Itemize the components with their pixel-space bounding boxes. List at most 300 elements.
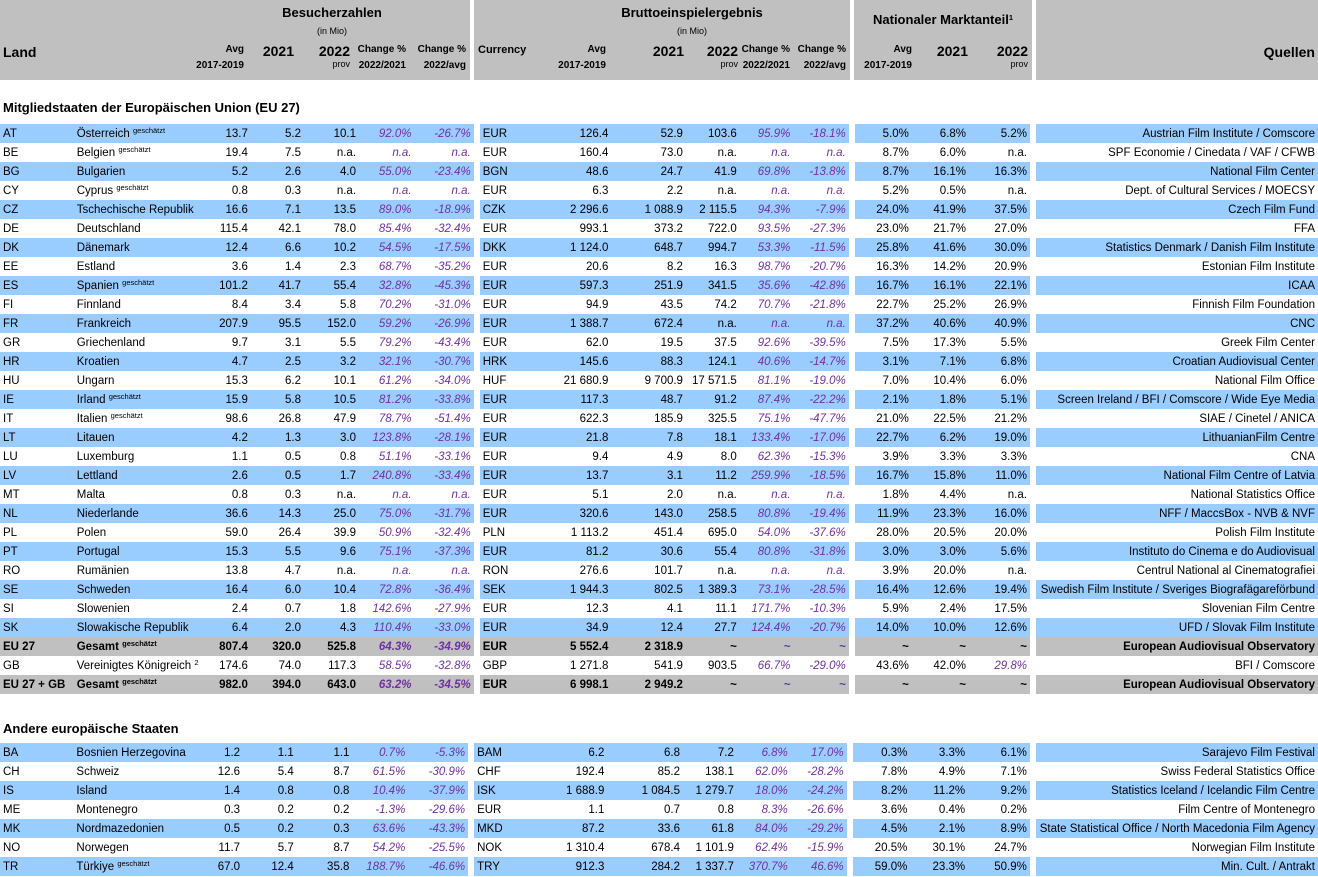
cell-s-22: 7.1% — [968, 762, 1030, 781]
cell-g-22: 74.2 — [686, 295, 740, 314]
note-marker: geschätzt — [118, 144, 151, 154]
cell-s-avg: 11.9% — [855, 504, 912, 523]
cell-v-21: 5.2 — [251, 124, 304, 143]
cell-v-c1: n.a. — [359, 143, 415, 162]
cell-v-avg: 5.2 — [202, 162, 251, 181]
cell-g-c2: -29.0% — [793, 656, 848, 675]
cell-v-21: 2.5 — [251, 352, 304, 371]
country-name: Polen — [76, 526, 107, 539]
cell-cur: EUR — [480, 466, 541, 485]
cell-cur: TRY — [474, 857, 536, 876]
cell-g-21: 2.2 — [611, 181, 686, 200]
cell-src: Sarajevo Film Festival — [1036, 743, 1318, 762]
cell-name — [74, 580, 202, 599]
table-row-gr — [0, 333, 1318, 352]
cell-v-c1: 72.8% — [359, 580, 415, 599]
cell-s-21: 40.6% — [912, 314, 969, 333]
table-row-pt — [0, 542, 1318, 561]
cell-v-22: 55.4 — [304, 276, 359, 295]
note-marker: geschätzt — [117, 858, 150, 868]
cell-g-c1: 75.1% — [740, 409, 794, 428]
cell-g-c1: 92.6% — [740, 333, 794, 352]
cell-v-c1: 75.0% — [359, 504, 415, 523]
cell-v-c2: -33.4% — [415, 466, 474, 485]
table-row-de — [0, 219, 1318, 238]
cell-g-c1: 80.8% — [740, 504, 794, 523]
cell-s-21: 11.2% — [910, 781, 968, 800]
table-row-it — [0, 409, 1318, 428]
visitors-2022-label: 2022 — [318, 43, 350, 59]
cell-s-21: 23.3% — [910, 857, 968, 876]
table-row-be — [0, 143, 1318, 162]
table-row-pl — [0, 523, 1318, 542]
country-name: Tschechische Republik — [76, 203, 194, 216]
cell-v-c2: -36.4% — [415, 580, 474, 599]
cell-v-avg: 807.4 — [202, 637, 251, 656]
gross-title: Bruttoeinspielergebnis — [621, 5, 763, 20]
table-row-nl — [0, 504, 1318, 523]
cell-code: GB — [0, 656, 74, 675]
cell-s-avg: 43.6% — [855, 656, 912, 675]
cell-g-avg: 48.6 — [540, 162, 611, 181]
cell-v-21: 1.3 — [251, 428, 304, 447]
cell-v-22: 2.3 — [304, 257, 359, 276]
cell-g-c1: 95.9% — [740, 124, 794, 143]
country-name: Island — [76, 784, 108, 797]
cell-v-22: 8.7 — [297, 838, 353, 857]
cell-v-21: 2.6 — [251, 162, 304, 181]
gross-2022-header — [688, 43, 738, 69]
cell-s-22: 17.5% — [969, 599, 1030, 618]
country-name: Slowenien — [76, 602, 130, 615]
eu-table-body — [0, 124, 1318, 694]
cell-v-21: 26.4 — [251, 523, 304, 542]
cell-g-22: 41.9 — [686, 162, 740, 181]
cell-g-22: 11.2 — [686, 466, 740, 485]
visitors-avg-label: Avg — [225, 44, 244, 55]
cell-code: SI — [0, 599, 74, 618]
cell-g-c1: 62.4% — [737, 838, 791, 857]
cell-g-c2: -15.3% — [793, 447, 848, 466]
cell-code: EU 27 — [0, 637, 74, 656]
cell-v-21: 320.0 — [251, 637, 304, 656]
cell-g-22: 27.7 — [686, 618, 740, 637]
cell-g-c2: -22.2% — [793, 390, 848, 409]
cell-g-c2: -31.8% — [793, 542, 848, 561]
country-name: Slowakische Republik — [76, 621, 189, 634]
cell-name — [74, 447, 202, 466]
cell-s-21: 4.4% — [912, 485, 969, 504]
cell-v-avg: 0.3 — [193, 800, 243, 819]
table-row-mt — [0, 485, 1318, 504]
cell-g-21: 73.0 — [611, 143, 686, 162]
cell-s-21: 7.1% — [912, 352, 969, 371]
cell-code: LT — [0, 428, 74, 447]
table-row-at — [0, 124, 1318, 143]
cell-s-22: 6.1% — [968, 743, 1030, 762]
table-row-me — [0, 800, 1318, 819]
cell-cur: EUR — [480, 219, 541, 238]
cell-src: FFA — [1036, 219, 1318, 238]
cell-code: ES — [0, 276, 74, 295]
cell-g-21: 185.9 — [611, 409, 686, 428]
cell-v-22: 10.2 — [304, 238, 359, 257]
cell-g-avg: 81.2 — [540, 542, 611, 561]
cell-g-avg: 6.3 — [540, 181, 611, 200]
cell-s-22: n.a. — [969, 181, 1030, 200]
cell-s-avg: ~ — [855, 675, 912, 694]
country-name: Irland — [76, 393, 106, 406]
cell-g-c1: 124.4% — [740, 618, 794, 637]
cell-v-22: 525.8 — [304, 637, 359, 656]
visitors-2022-header — [298, 43, 350, 69]
cell-v-22: 39.9 — [304, 523, 359, 542]
cell-s-22: 5.5% — [969, 333, 1030, 352]
cell-g-c2: -28.2% — [791, 762, 847, 781]
cell-s-21: 4.9% — [910, 762, 968, 781]
cell-s-22: 16.3% — [969, 162, 1030, 181]
cell-g-c1: 6.8% — [737, 743, 791, 762]
cell-s-21: ~ — [912, 675, 969, 694]
table-row-se — [0, 580, 1318, 599]
cell-v-21: 42.1 — [251, 219, 304, 238]
cell-cur: EUR — [480, 447, 541, 466]
country-name: Portugal — [76, 545, 120, 558]
cell-g-22: ~ — [686, 675, 740, 694]
cell-s-avg: 37.2% — [855, 314, 912, 333]
cell-v-c2: -30.9% — [408, 762, 468, 781]
cell-g-avg: 192.4 — [536, 762, 608, 781]
visitors-2021-header: 2021 — [262, 43, 294, 59]
gross-2022-label: 2022 — [706, 43, 738, 59]
cell-s-22: 3.3% — [969, 447, 1030, 466]
cell-g-c1: 81.1% — [740, 371, 794, 390]
cell-v-c1: 63.6% — [352, 819, 408, 838]
cell-v-c2: -26.9% — [415, 314, 474, 333]
cell-v-21: 6.2 — [251, 371, 304, 390]
cell-v-c2: -23.4% — [415, 162, 474, 181]
cell-name — [74, 162, 202, 181]
cell-src: NFF / MaccsBox - NVB & NVF — [1036, 504, 1318, 523]
cell-v-22: 5.5 — [304, 333, 359, 352]
cell-v-c1: 0.7% — [352, 743, 408, 762]
cell-g-22: 258.5 — [686, 504, 740, 523]
cell-g-avg: 20.6 — [540, 257, 611, 276]
cell-v-c1: 70.2% — [359, 295, 415, 314]
cell-v-avg: 12.6 — [193, 762, 243, 781]
cell-s-22: 30.0% — [969, 238, 1030, 257]
cell-cur: EUR — [480, 333, 541, 352]
cell-v-avg: 9.7 — [202, 333, 251, 352]
cell-g-22: 91.2 — [686, 390, 740, 409]
cell-s-avg: 2.1% — [855, 390, 912, 409]
cell-v-c2: -17.5% — [415, 238, 474, 257]
note-marker: geschätzt — [132, 125, 166, 135]
cell-v-avg: 98.6 — [202, 409, 251, 428]
country-name: Österreich — [76, 127, 130, 140]
cell-code: FI — [0, 295, 74, 314]
eu-table — [0, 124, 1318, 694]
cell-g-21: 30.6 — [611, 542, 686, 561]
table-row-lt — [0, 428, 1318, 447]
cell-s-21: 42.0% — [912, 656, 969, 675]
cell-s-21: 6.8% — [912, 124, 969, 143]
country-name: Nordmazedonien — [76, 822, 164, 835]
table-row-fr — [0, 314, 1318, 333]
cell-cur: ISK — [474, 781, 536, 800]
cell-s-22: ~ — [969, 675, 1030, 694]
country-name: Griechenland — [76, 336, 146, 349]
cell-g-avg: 1 271.8 — [540, 656, 611, 675]
cell-name — [74, 333, 202, 352]
cell-g-22: 325.5 — [686, 409, 740, 428]
cell-src: Croatian Audiovisual Center — [1036, 352, 1318, 371]
cell-v-c1: 50.9% — [359, 523, 415, 542]
table-row-sk — [0, 618, 1318, 637]
cell-cur: CHF — [474, 762, 536, 781]
cell-g-c1: 93.5% — [740, 219, 794, 238]
cell-g-c1: 18.0% — [737, 781, 791, 800]
cell-v-21: 1.1 — [243, 743, 297, 762]
cell-g-avg: 1 124.0 — [540, 238, 611, 257]
cell-cur: GBP — [480, 656, 541, 675]
cell-g-21: 541.9 — [611, 656, 686, 675]
cell-v-c1: 75.1% — [359, 542, 415, 561]
cell-g-c1: 70.7% — [740, 295, 794, 314]
cell-g-c1: 171.7% — [740, 599, 794, 618]
cell-g-avg: 126.4 — [540, 124, 611, 143]
cell-s-21: 16.1% — [912, 276, 969, 295]
cell-src: Statistics Denmark / Danish Film Institute — [1036, 238, 1318, 257]
cell-g-c2: -19.0% — [793, 371, 848, 390]
cell-v-21: 5.5 — [251, 542, 304, 561]
cell-cur: EUR — [480, 618, 541, 637]
cell-v-c2: -51.4% — [415, 409, 474, 428]
cell-v-21: 3.1 — [251, 333, 304, 352]
cell-v-21: 0.7 — [251, 599, 304, 618]
cell-s-22: 50.9% — [968, 857, 1030, 876]
country-name: Cyprus — [76, 184, 114, 197]
cell-g-22: 37.5 — [686, 333, 740, 352]
cell-cur: HRK — [480, 352, 541, 371]
cell-src: UFD / Slovak Film Institute — [1036, 618, 1318, 637]
gross-change-a-header — [740, 42, 790, 74]
share-title-note: 1 — [1008, 13, 1013, 22]
cell-cur: EUR — [480, 257, 541, 276]
cell-v-21: 1.4 — [251, 257, 304, 276]
cell-s-avg: 8.7% — [855, 143, 912, 162]
cell-v-21: 6.6 — [251, 238, 304, 257]
cell-g-c1: n.a. — [740, 485, 794, 504]
cell-v-c1: 68.7% — [359, 257, 415, 276]
cell-s-avg: 0.3% — [853, 743, 911, 762]
country-name: Kroatien — [76, 355, 120, 368]
cell-v-c2: -32.8% — [415, 656, 474, 675]
cell-s-21: 21.7% — [912, 219, 969, 238]
cell-v-22: 3.0 — [304, 428, 359, 447]
visitors-change-a-header — [354, 42, 406, 74]
cell-g-c2: 17.0% — [791, 743, 847, 762]
cell-g-c1: 66.7% — [740, 656, 794, 675]
cell-s-21: 25.2% — [912, 295, 969, 314]
cell-g-22: 61.8 — [683, 819, 737, 838]
cell-src: SPF Economie / Cinedata / VAF / CFWB — [1036, 143, 1318, 162]
cell-g-21: 143.0 — [611, 504, 686, 523]
cell-s-21: 41.9% — [912, 200, 969, 219]
cell-cur: EUR — [480, 409, 541, 428]
cell-s-22: 5.2% — [969, 124, 1030, 143]
cell-cur: NOK — [474, 838, 536, 857]
cell-g-21: 101.7 — [611, 561, 686, 580]
cell-g-21: 52.9 — [611, 124, 686, 143]
cell-v-avg: 19.4 — [202, 143, 251, 162]
cell-v-c1: -1.3% — [352, 800, 408, 819]
cell-name — [73, 800, 193, 819]
cell-g-c2: -11.5% — [793, 238, 848, 257]
cell-v-c1: 63.2% — [359, 675, 415, 694]
cell-g-22: n.a. — [686, 181, 740, 200]
cell-code: NO — [0, 838, 73, 857]
cell-v-c2: -34.9% — [415, 637, 474, 656]
visitors-change-b-label: Change % — [417, 44, 466, 55]
cell-name — [74, 656, 202, 675]
cell-v-c2: -32.4% — [415, 219, 474, 238]
cell-v-avg: 174.6 — [202, 656, 251, 675]
cell-v-c2: -34.5% — [415, 675, 474, 694]
cell-g-21: 2 949.2 — [611, 675, 686, 694]
cell-code: AT — [0, 124, 74, 143]
cell-code: ME — [0, 800, 73, 819]
cell-src: National Film Center — [1036, 162, 1318, 181]
cell-v-avg: 0.8 — [202, 181, 251, 200]
country-name: Spanien — [76, 279, 119, 292]
cell-name — [74, 390, 202, 409]
cell-s-21: 3.3% — [910, 743, 968, 762]
country-name: Malta — [76, 488, 105, 501]
cell-v-avg: 207.9 — [202, 314, 251, 333]
cell-g-21: 284.2 — [607, 857, 683, 876]
cell-cur: EUR — [480, 637, 541, 656]
cell-g-c2: -17.0% — [793, 428, 848, 447]
country-name: Schweden — [76, 583, 131, 596]
cell-s-avg: 5.9% — [855, 599, 912, 618]
cell-v-22: 25.0 — [304, 504, 359, 523]
country-name: Niederlande — [76, 507, 139, 520]
cell-name — [73, 762, 193, 781]
cell-g-c1: 35.6% — [740, 276, 794, 295]
country-name: Finnland — [76, 298, 121, 311]
cell-s-21: 10.0% — [912, 618, 969, 637]
note-marker: 2 — [194, 657, 199, 667]
cell-s-avg: 23.0% — [855, 219, 912, 238]
cell-s-avg: 7.0% — [855, 371, 912, 390]
cell-g-c1: 98.7% — [740, 257, 794, 276]
share-title-text: Nationaler Marktanteil — [873, 12, 1009, 27]
cell-v-22: 10.5 — [304, 390, 359, 409]
cell-g-c2: n.a. — [793, 561, 848, 580]
cell-v-c2: -46.6% — [408, 857, 468, 876]
cell-v-c2: -33.8% — [415, 390, 474, 409]
cell-code: LU — [0, 447, 74, 466]
cell-name — [74, 257, 202, 276]
cell-v-22: 10.4 — [304, 580, 359, 599]
cell-cur: EUR — [480, 143, 541, 162]
visitors-avg-period: 2017-2019 — [196, 60, 244, 71]
cell-v-22: n.a. — [304, 181, 359, 200]
cell-cur: PLN — [480, 523, 541, 542]
cell-src: Swedish Film Institute / Sveriges Biografägareförbund — [1036, 580, 1318, 599]
cell-v-avg: 3.6 — [202, 257, 251, 276]
country-name: Ungarn — [76, 374, 115, 387]
table-row-ie — [0, 390, 1318, 409]
cell-s-21: 15.8% — [912, 466, 969, 485]
cell-v-avg: 13.7 — [202, 124, 251, 143]
cell-g-21: 85.2 — [607, 762, 683, 781]
cell-v-c2: -29.6% — [408, 800, 468, 819]
cell-g-avg: 1.1 — [536, 800, 608, 819]
cell-s-21: 41.6% — [912, 238, 969, 257]
cell-src: Instituto do Cinema e do Audiovisual — [1036, 542, 1318, 561]
cell-g-c1: 73.1% — [740, 580, 794, 599]
table-row-ro — [0, 561, 1318, 580]
cell-v-21: 5.4 — [243, 762, 297, 781]
cell-src: Min. Cult. / Antrakt — [1036, 857, 1318, 876]
cell-s-21: 0.5% — [912, 181, 969, 200]
cell-name — [74, 504, 202, 523]
cell-v-c2: -32.4% — [415, 523, 474, 542]
cell-s-21: 20.5% — [912, 523, 969, 542]
cell-v-22: 9.6 — [304, 542, 359, 561]
cell-g-c2: -20.7% — [793, 618, 848, 637]
cell-s-22: 26.9% — [969, 295, 1030, 314]
cell-v-22: 0.8 — [304, 447, 359, 466]
cell-v-22: 1.1 — [297, 743, 353, 762]
cell-v-22: 10.1 — [304, 371, 359, 390]
cell-s-avg: 3.0% — [855, 542, 912, 561]
cell-s-avg: ~ — [855, 637, 912, 656]
cell-s-22: 6.0% — [969, 371, 1030, 390]
cell-code: TR — [0, 857, 73, 876]
cell-v-c2: n.a. — [415, 143, 474, 162]
cell-name — [73, 781, 193, 800]
cell-g-avg: 9.4 — [540, 447, 611, 466]
cell-v-avg: 36.6 — [202, 504, 251, 523]
cell-name — [74, 409, 202, 428]
cell-g-avg: 6.2 — [536, 743, 608, 762]
cell-v-avg: 0.8 — [202, 485, 251, 504]
cell-cur: BGN — [480, 162, 541, 181]
cell-src: Dept. of Cultural Services / MOECSY — [1036, 181, 1318, 200]
cell-v-22: 4.0 — [304, 162, 359, 181]
cell-code: GR — [0, 333, 74, 352]
table-row-ee — [0, 257, 1318, 276]
cell-g-21: 0.7 — [607, 800, 683, 819]
note-marker: geschätzt — [110, 410, 143, 420]
table-row-tr — [0, 857, 1318, 876]
cell-g-21: 672.4 — [611, 314, 686, 333]
gross-change-b-header — [794, 42, 846, 74]
cell-name — [74, 276, 202, 295]
cell-v-c1: 79.2% — [359, 333, 415, 352]
note-marker: geschätzt — [122, 277, 155, 287]
cell-g-c2: n.a. — [793, 181, 848, 200]
cell-g-avg: 1 944.3 — [540, 580, 611, 599]
visitors-2022-prov: prov — [332, 59, 350, 69]
cell-v-c1: 51.1% — [359, 447, 415, 466]
cell-v-c2: -43.3% — [408, 819, 468, 838]
cell-g-c1: 69.8% — [740, 162, 794, 181]
cell-name — [74, 485, 202, 504]
